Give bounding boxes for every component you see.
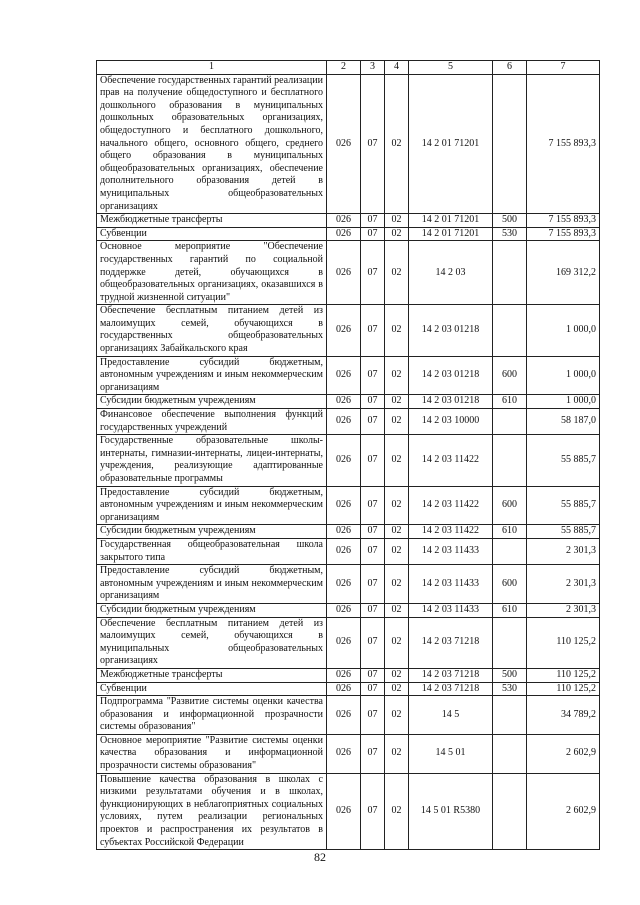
row-expense-type xyxy=(493,538,527,564)
row-amount: 7 155 893,3 xyxy=(527,227,600,241)
row-grbs-code: 026 xyxy=(327,74,361,214)
row-section-code: 07 xyxy=(361,538,385,564)
row-name: Предоставление субсидий бюджетным, автономным учреждениям и иным некоммерческим организациям xyxy=(97,356,327,395)
row-amount: 7 155 893,3 xyxy=(527,214,600,228)
row-section-code: 07 xyxy=(361,74,385,214)
row-name: Основное мероприятие "Обеспечение государственных гарантий по социальной поддержке детей, обучающихся в общеобразовательных организациях, оказавшихся в трудной жизненной ситуации" xyxy=(97,241,327,305)
row-grbs-code: 026 xyxy=(327,241,361,305)
row-expense-type xyxy=(493,74,527,214)
row-grbs-code: 026 xyxy=(327,486,361,525)
header-col-3: 3 xyxy=(361,61,385,75)
row-subsection-code: 02 xyxy=(385,435,409,486)
row-subsection-code: 02 xyxy=(385,525,409,539)
row-subsection-code: 02 xyxy=(385,696,409,735)
row-section-code: 07 xyxy=(361,696,385,735)
table-row xyxy=(97,682,600,696)
row-expense-type: 500 xyxy=(493,214,527,228)
row-subsection-code: 02 xyxy=(385,409,409,435)
table-row xyxy=(97,214,600,228)
row-amount: 1 000,0 xyxy=(527,395,600,409)
header-col-6: 6 xyxy=(493,61,527,75)
row-amount: 34 789,2 xyxy=(527,696,600,735)
table-row xyxy=(97,435,600,486)
row-amount: 7 155 893,3 xyxy=(527,74,600,214)
row-name: Субвенции xyxy=(97,227,327,241)
row-target-article: 14 5 xyxy=(409,696,493,735)
row-amount: 110 125,2 xyxy=(527,617,600,668)
row-grbs-code: 026 xyxy=(327,682,361,696)
row-expense-type xyxy=(493,241,527,305)
row-subsection-code: 02 xyxy=(385,74,409,214)
row-name: Субсидии бюджетным учреждениям xyxy=(97,525,327,539)
row-section-code: 07 xyxy=(361,227,385,241)
table-row xyxy=(97,603,600,617)
row-expense-type: 500 xyxy=(493,668,527,682)
row-target-article: 14 2 03 71218 xyxy=(409,668,493,682)
row-grbs-code: 026 xyxy=(327,305,361,356)
table-row xyxy=(97,617,600,668)
row-section-code: 07 xyxy=(361,214,385,228)
row-amount: 2 301,3 xyxy=(527,603,600,617)
row-name: Межбюджетные трансферты xyxy=(97,214,327,228)
row-expense-type: 530 xyxy=(493,682,527,696)
row-section-code: 07 xyxy=(361,409,385,435)
table-row xyxy=(97,395,600,409)
row-grbs-code: 026 xyxy=(327,617,361,668)
row-target-article: 14 2 03 01218 xyxy=(409,356,493,395)
row-section-code: 07 xyxy=(361,668,385,682)
row-section-code: 07 xyxy=(361,603,385,617)
header-col-2: 2 xyxy=(327,61,361,75)
row-subsection-code: 02 xyxy=(385,356,409,395)
row-expense-type xyxy=(493,773,527,850)
table-row xyxy=(97,241,600,305)
row-target-article: 14 2 01 71201 xyxy=(409,227,493,241)
row-expense-type xyxy=(493,305,527,356)
row-amount: 110 125,2 xyxy=(527,668,600,682)
page-number: 82 xyxy=(314,850,326,864)
row-name: Субвенции xyxy=(97,682,327,696)
table-row xyxy=(97,773,600,850)
row-subsection-code: 02 xyxy=(385,773,409,850)
row-name: Обеспечение государственных гарантий реализации прав на получение общедоступного и бесплатного дошкольного образования в муниципальных дошкольных образовательных организациях, общедоступного и бесплатного дошкольного, начального общего, основного общего, среднего общего образования в муниципальных общеобразовательных организациях, обеспечение дополнительного образования детей в муниципальных общеобразовательных организациях xyxy=(97,74,327,214)
row-name: Государственные образовательные школы-интернаты, гимназии-интернаты, лицеи-интернаты, учреждения, реализующие адаптированные образовательные программы xyxy=(97,435,327,486)
row-grbs-code: 026 xyxy=(327,395,361,409)
row-subsection-code: 02 xyxy=(385,668,409,682)
row-target-article: 14 2 03 10000 xyxy=(409,409,493,435)
row-target-article: 14 2 03 11422 xyxy=(409,525,493,539)
row-section-code: 07 xyxy=(361,682,385,696)
row-grbs-code: 026 xyxy=(327,565,361,604)
row-expense-type xyxy=(493,734,527,773)
row-expense-type xyxy=(493,696,527,735)
row-grbs-code: 026 xyxy=(327,603,361,617)
row-target-article: 14 2 01 71201 xyxy=(409,74,493,214)
table-header xyxy=(97,61,600,75)
row-expense-type: 600 xyxy=(493,565,527,604)
table-row xyxy=(97,409,600,435)
table-row xyxy=(97,734,600,773)
row-amount: 110 125,2 xyxy=(527,682,600,696)
row-amount: 1 000,0 xyxy=(527,305,600,356)
row-amount: 58 187,0 xyxy=(527,409,600,435)
row-subsection-code: 02 xyxy=(385,565,409,604)
row-target-article: 14 2 03 01218 xyxy=(409,305,493,356)
row-grbs-code: 026 xyxy=(327,435,361,486)
row-section-code: 07 xyxy=(361,617,385,668)
row-name: Основное мероприятие "Развитие системы оценки качества образования и информационной прозрачности системы образования" xyxy=(97,734,327,773)
row-amount: 1 000,0 xyxy=(527,356,600,395)
row-grbs-code: 026 xyxy=(327,538,361,564)
budget-table xyxy=(96,60,600,850)
row-name: Предоставление субсидий бюджетным, автономным учреждениям и иным некоммерческим организациям xyxy=(97,565,327,604)
row-subsection-code: 02 xyxy=(385,486,409,525)
row-grbs-code: 026 xyxy=(327,356,361,395)
row-subsection-code: 02 xyxy=(385,305,409,356)
header-col-7: 7 xyxy=(527,61,600,75)
row-grbs-code: 026 xyxy=(327,668,361,682)
table-row xyxy=(97,668,600,682)
row-name: Государственная общеобразовательная школа закрытого типа xyxy=(97,538,327,564)
row-expense-type xyxy=(493,617,527,668)
row-subsection-code: 02 xyxy=(385,603,409,617)
header-row xyxy=(97,61,600,75)
row-name: Финансовое обеспечение выполнения функций государственных учреждений xyxy=(97,409,327,435)
row-section-code: 07 xyxy=(361,486,385,525)
row-grbs-code: 026 xyxy=(327,734,361,773)
row-expense-type: 600 xyxy=(493,356,527,395)
row-subsection-code: 02 xyxy=(385,617,409,668)
row-subsection-code: 02 xyxy=(385,395,409,409)
row-name: Подпрограмма "Развитие системы оценки качества образования и информационной прозрачности системы образования" xyxy=(97,696,327,735)
row-section-code: 07 xyxy=(361,395,385,409)
row-amount: 2 602,9 xyxy=(527,734,600,773)
row-section-code: 07 xyxy=(361,241,385,305)
row-grbs-code: 026 xyxy=(327,227,361,241)
table-row xyxy=(97,525,600,539)
row-grbs-code: 026 xyxy=(327,525,361,539)
row-section-code: 07 xyxy=(361,435,385,486)
table-row xyxy=(97,74,600,214)
table-row xyxy=(97,538,600,564)
table-row xyxy=(97,696,600,735)
row-amount: 55 885,7 xyxy=(527,486,600,525)
table-row xyxy=(97,305,600,356)
row-expense-type: 600 xyxy=(493,486,527,525)
row-expense-type xyxy=(493,435,527,486)
row-amount: 2 301,3 xyxy=(527,565,600,604)
row-grbs-code: 026 xyxy=(327,773,361,850)
row-name: Обеспечение бесплатным питанием детей из малоимущих семей, обучающихся в государственных общеобразовательных организациях Забайкальского края xyxy=(97,305,327,356)
row-name: Обеспечение бесплатным питанием детей из малоимущих семей, обучающихся в муниципальных общеобразовательных организациях xyxy=(97,617,327,668)
row-target-article: 14 2 03 01218 xyxy=(409,395,493,409)
row-name: Межбюджетные трансферты xyxy=(97,668,327,682)
table-body xyxy=(97,74,600,850)
row-name: Повышение качества образования в школах с низкими результатами обучения и в школах, функционирующих в неблагоприятных социальных условиях, путем реализации региональных проектов и распространения их результатов в субъектах Российской Федерации xyxy=(97,773,327,850)
row-target-article: 14 2 03 11422 xyxy=(409,435,493,486)
row-target-article: 14 2 01 71201 xyxy=(409,214,493,228)
row-section-code: 07 xyxy=(361,734,385,773)
row-name: Субсидии бюджетным учреждениям xyxy=(97,395,327,409)
row-target-article: 14 2 03 11422 xyxy=(409,486,493,525)
row-expense-type: 610 xyxy=(493,395,527,409)
row-section-code: 07 xyxy=(361,773,385,850)
table-row xyxy=(97,565,600,604)
row-grbs-code: 026 xyxy=(327,214,361,228)
header-col-5: 5 xyxy=(409,61,493,75)
row-target-article: 14 2 03 11433 xyxy=(409,538,493,564)
row-section-code: 07 xyxy=(361,356,385,395)
row-expense-type: 610 xyxy=(493,525,527,539)
row-amount: 2 301,3 xyxy=(527,538,600,564)
row-target-article: 14 5 01 R5380 xyxy=(409,773,493,850)
row-expense-type: 610 xyxy=(493,603,527,617)
row-expense-type: 530 xyxy=(493,227,527,241)
header-col-4: 4 xyxy=(385,61,409,75)
table-row xyxy=(97,486,600,525)
row-target-article: 14 2 03 71218 xyxy=(409,682,493,696)
row-subsection-code: 02 xyxy=(385,734,409,773)
row-amount: 55 885,7 xyxy=(527,435,600,486)
row-section-code: 07 xyxy=(361,565,385,604)
row-amount: 55 885,7 xyxy=(527,525,600,539)
row-target-article: 14 5 01 xyxy=(409,734,493,773)
row-subsection-code: 02 xyxy=(385,538,409,564)
table-row xyxy=(97,356,600,395)
row-subsection-code: 02 xyxy=(385,241,409,305)
row-grbs-code: 026 xyxy=(327,409,361,435)
row-expense-type xyxy=(493,409,527,435)
row-target-article: 14 2 03 11433 xyxy=(409,565,493,604)
table-row xyxy=(97,227,600,241)
row-amount: 169 312,2 xyxy=(527,241,600,305)
row-amount: 2 602,9 xyxy=(527,773,600,850)
row-name: Предоставление субсидий бюджетным, автономным учреждениям и иным некоммерческим организациям xyxy=(97,486,327,525)
row-target-article: 14 2 03 71218 xyxy=(409,617,493,668)
row-subsection-code: 02 xyxy=(385,682,409,696)
row-section-code: 07 xyxy=(361,525,385,539)
row-name: Субсидии бюджетным учреждениям xyxy=(97,603,327,617)
row-target-article: 14 2 03 11433 xyxy=(409,603,493,617)
row-subsection-code: 02 xyxy=(385,214,409,228)
row-grbs-code: 026 xyxy=(327,696,361,735)
row-target-article: 14 2 03 xyxy=(409,241,493,305)
header-col-1: 1 xyxy=(97,61,327,75)
row-section-code: 07 xyxy=(361,305,385,356)
row-subsection-code: 02 xyxy=(385,227,409,241)
